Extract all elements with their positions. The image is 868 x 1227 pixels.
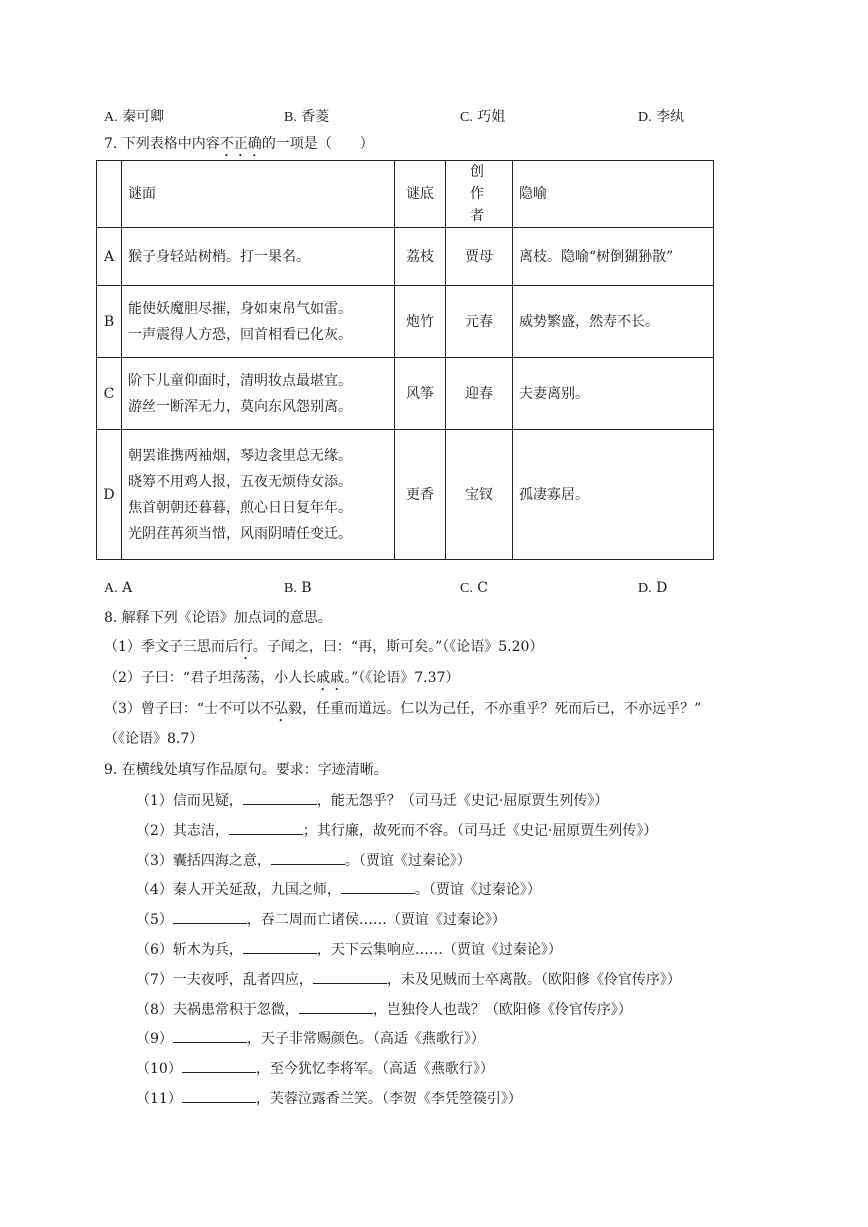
q7-options: [104, 580, 724, 600]
q6-option-c: C. 巧姐: [460, 109, 506, 125]
q8-emphasis-1: 行: [238, 639, 253, 655]
q9-item-3: （3）囊括四海之意， 。（贾谊《过秦论》）: [136, 850, 471, 871]
q6-options: [104, 106, 724, 126]
q9-stem: 9. 在横线处填写作品原句。要求：字迹清晰。: [104, 762, 388, 778]
row-letter: B: [97, 286, 122, 358]
row-author: 宝钗: [446, 430, 513, 560]
header-cell-answer: 谜底: [395, 161, 446, 228]
q8-emphasis-3: 弘: [274, 701, 289, 717]
q9-item-4: （4）秦人开关延敌，九国之师， 。（贾谊《过秦论》）: [136, 879, 541, 900]
answer-blank[interactable]: [173, 1028, 247, 1043]
answer-blank[interactable]: [182, 1058, 256, 1073]
q7-option-d: D. D: [638, 580, 668, 596]
q9-item-6: （6）斩木为兵， ，天下云集响应……（贾谊《过秦论》）: [136, 939, 562, 960]
row-answer: 更香: [395, 430, 446, 560]
answer-blank[interactable]: [341, 879, 415, 894]
q9-item-2: （2）其志洁， ；其行廉，故死而不容。（司马迁《史记·屈原贾生列传》）: [136, 820, 657, 841]
q8-item-3-source: （《论语》8.7）: [104, 731, 204, 747]
row-answer: 风筝: [395, 358, 446, 430]
riddle-table: [96, 160, 714, 560]
q7-option-a: A. A: [104, 580, 133, 596]
row-meaning: 夫妻离别。: [513, 358, 714, 430]
row-answer: 炮竹: [395, 286, 446, 358]
answer-blank[interactable]: [182, 1088, 256, 1103]
row-meaning: 孤凄寡居。: [513, 430, 714, 560]
q9-item-5: （5） ，吞二周而亡诸侯……（贾谊《过秦论》）: [136, 909, 506, 930]
q8-stem: 8. 解释下列《论语》加点词的意思。: [104, 610, 332, 626]
row-letter: A: [97, 228, 122, 286]
row-meaning: 离枝。隐喻“树倒猢狲散”: [513, 228, 714, 286]
q8-emphasis-2: 戚戚: [316, 670, 345, 686]
table-row: [97, 228, 714, 286]
answer-blank[interactable]: [243, 790, 317, 805]
q9-item-10: （10） ，至今犹忆李将军。（高适《燕歌行》）: [136, 1058, 494, 1079]
row-answer: 荔枝: [395, 228, 446, 286]
table-row: [97, 358, 714, 430]
answer-blank[interactable]: [229, 820, 303, 835]
table-row: [97, 286, 714, 358]
q7-stem: 7. 下列表格中内容不正确的一项是（ ）: [104, 136, 374, 152]
q8-item-3: （3）曾子曰：“士不可以不弘毅，任重而道远。仁以为己任，不亦重乎？死而后已，不亦远乎？”: [104, 701, 702, 717]
q9-item-1: （1）信而见疑， ，能无怨乎？（司马迁《史记·屈原贾生列传》）: [136, 790, 608, 811]
row-author: 贾母: [446, 228, 513, 286]
q9-item-8: （8）夫祸患常积于忽微， ，岂独伶人也哉？（欧阳修《伶官传序》）: [136, 999, 632, 1020]
q9-item-7: （7）一夫夜呼，乱者四应， ，未及见贼而士卒离散。（欧阳修《伶官传序》）: [136, 969, 681, 990]
answer-blank[interactable]: [243, 939, 317, 954]
row-riddle: 阶下儿童仰面时，清明妆点最堪宜。 游丝一断浑无力，莫向东风怨别离。: [122, 358, 395, 430]
q6-option-d: D. 李纨: [638, 109, 685, 125]
q6-option-b: B. 香菱: [284, 109, 330, 125]
header-cell-meaning: 隐喻: [513, 161, 714, 228]
row-letter: D: [97, 430, 122, 560]
q9-item-11: （11） ，芙蓉泣露香兰笑。（李贺《李凭箜篌引》）: [136, 1088, 522, 1109]
q8-item-1: （1）季文子三思而后行。子闻之，曰：“再，斯可矣。”（《论语》5.20）: [104, 639, 544, 655]
answer-blank[interactable]: [271, 850, 345, 865]
row-letter: C: [97, 358, 122, 430]
row-riddle: 朝罢谁携两袖烟，琴边衾里总无缘。 晓筹不用鸡人报，五夜无烦侍女添。 焦首朝朝还暮暮，煎心日日复年年。 光阴荏苒须当惜，风雨阴晴任变迁。: [122, 430, 395, 560]
row-author: 迎春: [446, 358, 513, 430]
q8-item-2: （2）子曰：“君子坦荡荡，小人长戚戚。”（《论语》7.37）: [104, 670, 460, 686]
header-cell-letter: [97, 161, 122, 228]
header-cell-author: 创作者: [446, 161, 513, 228]
q7-option-b: B. B: [284, 580, 312, 596]
q7-emphasis: 不正确: [219, 136, 262, 152]
row-riddle: 能使妖魔胆尽摧，身如束帛气如雷。 一声震得人方恐，回首相看已化灰。: [122, 286, 395, 358]
row-author: 元春: [446, 286, 513, 358]
q6-option-a: A. 秦可卿: [104, 109, 165, 125]
table-row: [97, 430, 714, 560]
q9-item-9: （9） ，天子非常赐颜色。（高适《燕歌行》）: [136, 1028, 485, 1049]
answer-blank[interactable]: [313, 969, 387, 984]
answer-blank[interactable]: [173, 909, 247, 924]
row-meaning: 威势繁盛，然寿不长。: [513, 286, 714, 358]
q7-option-c: C. C: [460, 580, 489, 596]
row-riddle: 猴子身轻站树梢。打一果名。: [122, 228, 395, 286]
table-header-row: [97, 161, 714, 228]
header-cell-riddle: 谜面: [122, 161, 395, 228]
answer-blank[interactable]: [299, 999, 373, 1014]
